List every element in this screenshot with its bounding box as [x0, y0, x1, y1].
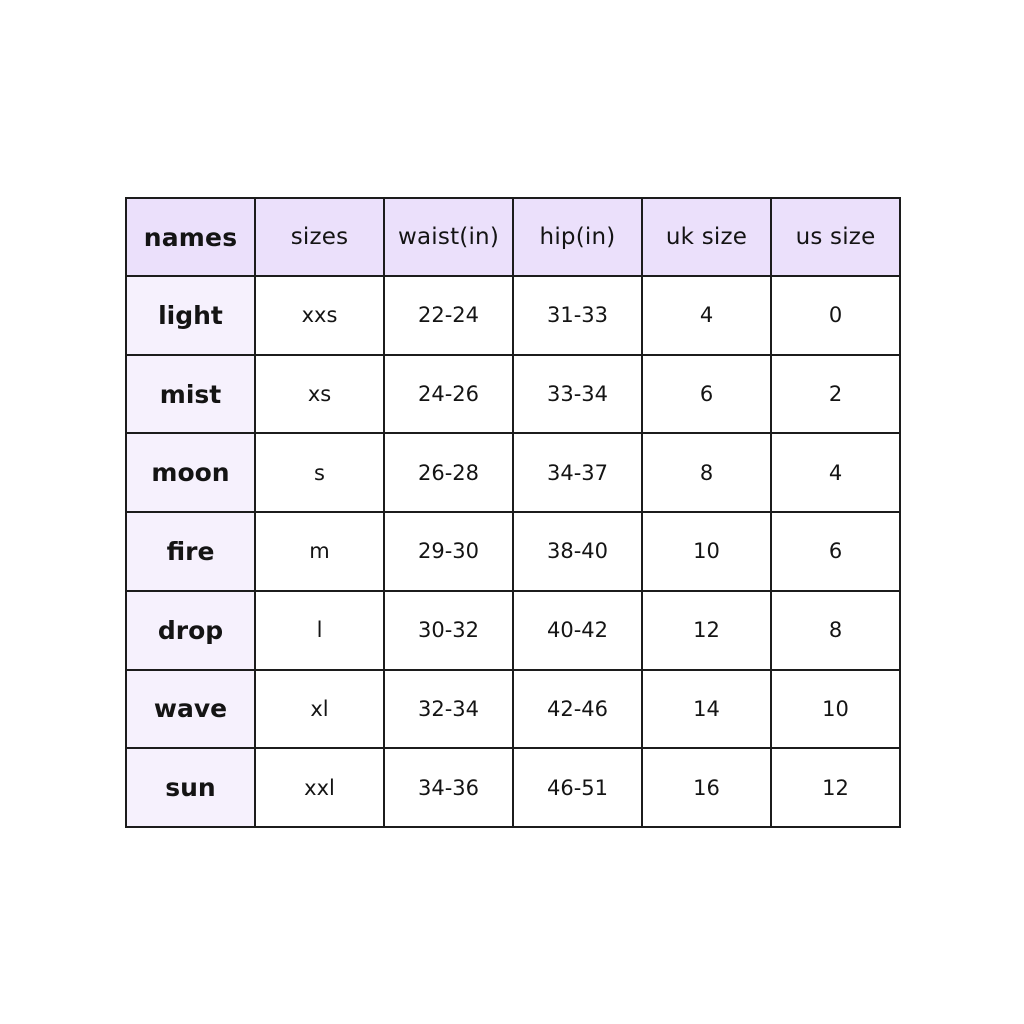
us-size-cell: 12: [771, 748, 900, 827]
header-us-size: us size: [771, 198, 900, 276]
header-row: [126, 198, 900, 276]
uk-size-cell: 16: [642, 748, 771, 827]
table-row: [126, 670, 900, 749]
uk-size-cell: 8: [642, 433, 771, 512]
size-cell: l: [255, 591, 384, 670]
table-row: [126, 748, 900, 827]
us-size-cell: 2: [771, 355, 900, 434]
hip-cell: 31-33: [513, 276, 642, 355]
us-size-cell: 10: [771, 670, 900, 749]
size-cell: xl: [255, 670, 384, 749]
hip-cell: 38-40: [513, 512, 642, 591]
waist-cell: 32-34: [384, 670, 513, 749]
hip-cell: 46-51: [513, 748, 642, 827]
uk-size-cell: 6: [642, 355, 771, 434]
waist-cell: 34-36: [384, 748, 513, 827]
us-size-cell: 8: [771, 591, 900, 670]
header-sizes: sizes: [255, 198, 384, 276]
table-row: [126, 276, 900, 355]
size-cell: xs: [255, 355, 384, 434]
name-cell: wave: [126, 670, 255, 749]
table-row: [126, 433, 900, 512]
hip-cell: 42-46: [513, 670, 642, 749]
name-cell: mist: [126, 355, 255, 434]
header-hip: hip(in): [513, 198, 642, 276]
hip-cell: 33-34: [513, 355, 642, 434]
name-cell: moon: [126, 433, 255, 512]
waist-cell: 26-28: [384, 433, 513, 512]
uk-size-cell: 4: [642, 276, 771, 355]
waist-cell: 30-32: [384, 591, 513, 670]
us-size-cell: 4: [771, 433, 900, 512]
us-size-cell: 0: [771, 276, 900, 355]
uk-size-cell: 14: [642, 670, 771, 749]
table-row: [126, 355, 900, 434]
waist-cell: 29-30: [384, 512, 513, 591]
us-size-cell: 6: [771, 512, 900, 591]
size-chart-table: [125, 197, 901, 828]
header-names: names: [126, 198, 255, 276]
waist-cell: 24-26: [384, 355, 513, 434]
header-waist: waist(in): [384, 198, 513, 276]
size-cell: xxs: [255, 276, 384, 355]
size-cell: xxl: [255, 748, 384, 827]
size-cell: m: [255, 512, 384, 591]
table-row: [126, 512, 900, 591]
table-row: [126, 591, 900, 670]
uk-size-cell: 12: [642, 591, 771, 670]
name-cell: light: [126, 276, 255, 355]
name-cell: drop: [126, 591, 255, 670]
uk-size-cell: 10: [642, 512, 771, 591]
name-cell: sun: [126, 748, 255, 827]
name-cell: fire: [126, 512, 255, 591]
waist-cell: 22-24: [384, 276, 513, 355]
size-cell: s: [255, 433, 384, 512]
hip-cell: 34-37: [513, 433, 642, 512]
hip-cell: 40-42: [513, 591, 642, 670]
header-uk-size: uk size: [642, 198, 771, 276]
